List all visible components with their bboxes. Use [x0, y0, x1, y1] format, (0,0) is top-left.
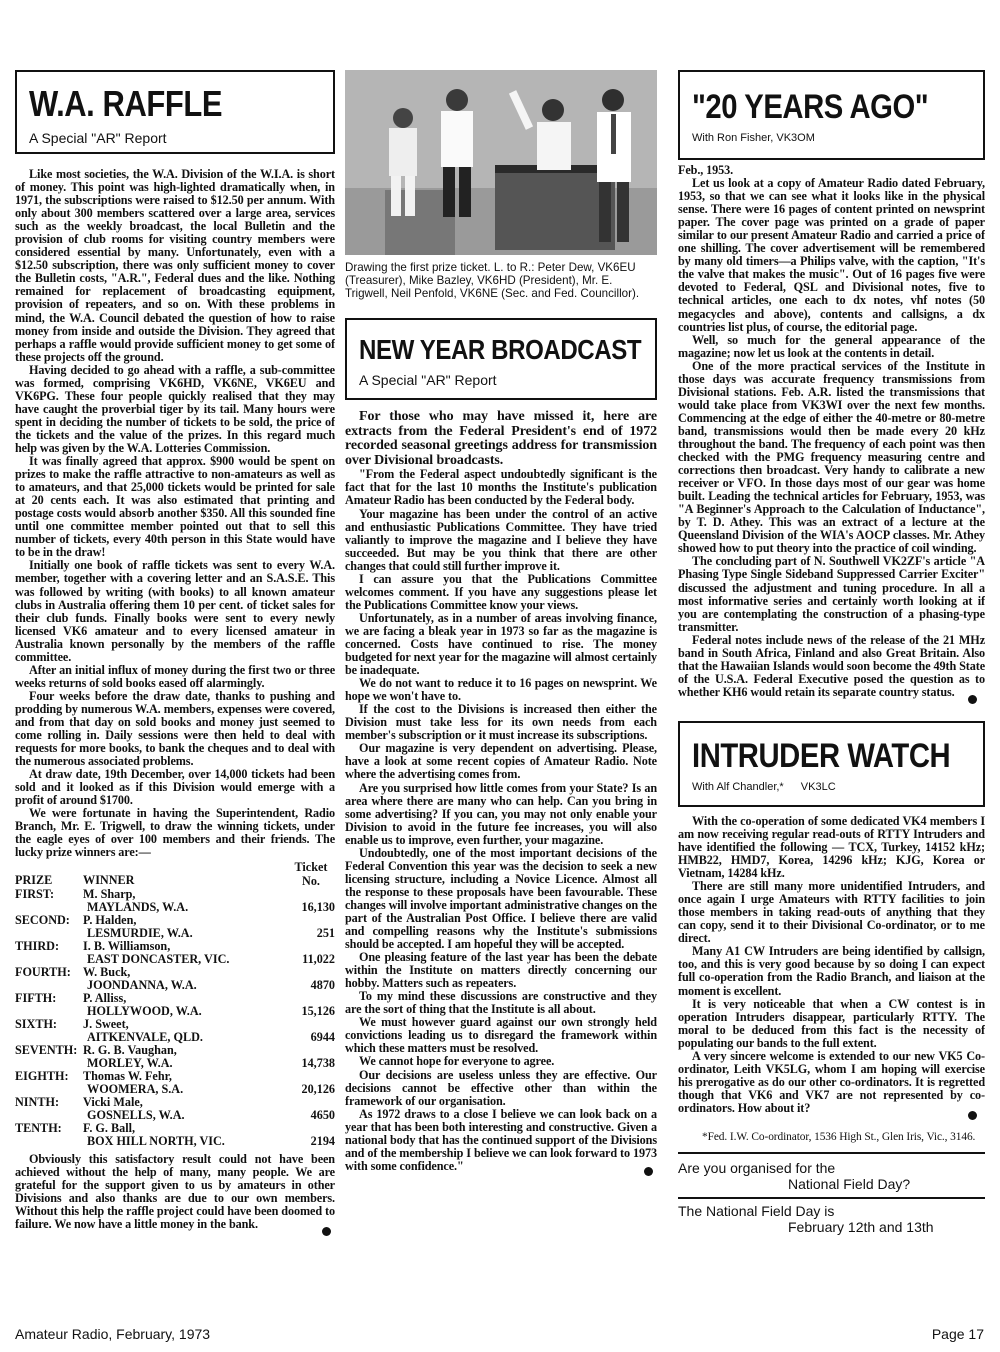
winner-name-text: J. Sweet, [83, 1017, 129, 1032]
field-day-question-2: National Field Day? [788, 1176, 911, 1193]
table-row [15, 940, 335, 966]
twenty-dateline: Feb., 1953. [678, 164, 734, 177]
winner-name-text: P. Halden, [83, 912, 137, 927]
footer-page-number: Page 17 [931, 1326, 984, 1342]
ticket-number: 11,022 [302, 951, 335, 966]
intruder-body [678, 815, 985, 1115]
paragraph: Well, so much for the general appearance of the magazine; now let us look at the contents in detail. [678, 332, 985, 360]
winner-name [83, 888, 287, 914]
paragraph: To my mind these discussions are constructive and they are the sort of thing that the Institute is all about. [345, 989, 657, 1017]
prize-rank: FIFTH: [15, 990, 57, 1005]
prize-rank: FIRST: [15, 886, 55, 901]
prize-rank: TENTH: [15, 1121, 62, 1136]
ticket-number: 6944 [310, 1030, 335, 1045]
paragraph: Your magazine has been under the control of an active and enthusiastic Publications Committee. They have tried valiantly to improve the magazine and I believe they have succeeded. But may be you think that there are other changes that could still further improve it. [345, 506, 657, 573]
right-column [678, 70, 985, 1235]
winner-name-text: F. G. Ball, [83, 1121, 136, 1136]
raffle-subtitle: A Special "AR" Report [29, 130, 167, 146]
table-row [15, 888, 335, 914]
winner-place: AITKENVALE, QLD. [87, 1030, 203, 1045]
prize-rank: SIXTH: [15, 1017, 57, 1032]
table-row [15, 914, 335, 940]
paragraph: We cannot hope for everyone to agree. [359, 1054, 555, 1069]
winner-place: HOLLYWOOD, W.A. [87, 1004, 202, 1018]
paragraph: "From the Federal aspect undoubtedly significant is the fact that for the last 10 months the Institute's publication Amateur Radio has been conducted by the Federal body. [345, 467, 657, 508]
winner-name [83, 914, 287, 940]
winner-name [83, 1122, 287, 1148]
winner-place: GOSNELLS, W.A. [87, 1108, 185, 1123]
raffle-draw-photo [345, 70, 657, 255]
winner-name-text: I. B. Williamson, [83, 938, 171, 953]
winner-name [83, 992, 287, 1018]
paragraph: Many A1 CW Intruders are being identified by callsign, too, and this is very good because by so doing I can expect full co-operation from the Radio Branch, and liaison at the moment is excellent. [678, 944, 985, 998]
intruder-callsign: VK3LC [800, 780, 836, 793]
twenty-body [678, 164, 985, 699]
paragraph: Unfortunately, as in a number of areas involving finance, we are facing a bleak year in 1973 so far as the magazine is concerned. Costs have continued to rise. The money budgeted for next year for the magazine will almost certainly be inadequate. [345, 610, 657, 678]
winner-name-text: M. Sharp, [83, 886, 136, 901]
end-dot [968, 695, 977, 704]
broadcast-subtitle: A Special "AR" Report [359, 372, 497, 388]
field-day-divider [678, 1197, 985, 1199]
field-day-answer-2: February 12th and 13th [788, 1219, 934, 1236]
paragraph: The concluding part of N. Southwell VK2ZF's article "A Phasing Type Single Sideband Suppressed Carrier Exciter" discussed the adjustment and tuning procedure. In all a most informative series and certainly worth looking at if you are contemplating the construction of a phasing-type transmitter. [678, 554, 985, 634]
paragraph: We do not want to reduce it to 16 pages on newsprint. We hope we won't have to. [345, 676, 657, 704]
winner-header: WINNER [83, 873, 135, 888]
ticket-number: 2194 [310, 1134, 335, 1149]
winner-place: BOX HILL NORTH, VIC. [87, 1134, 225, 1149]
prize-rank: FOURTH: [15, 964, 71, 979]
end-dot [644, 1167, 653, 1176]
ticket-number: 4870 [310, 977, 335, 992]
paragraph: A very sincere welcome is extended to our new VK5 Co-ordinator, Leith VK5LG, whom I am hoping will exercise his prerogative as do our other co-ordinators. It is regretted though that VK6 and VK7 are not represented by co-ordinators. How about it? [678, 1048, 985, 1115]
winner-name-text: Vicki Male, [83, 1095, 143, 1110]
winner-name [83, 940, 287, 966]
paragraph: Obviously this satisfactory result could not have been achieved without the help of many, many people. We are grateful for the support given to us by amateurs in other Divisions and also thanks are due to our own members. Without this help the raffle project could have been doomed to failure. We now have a little money in the bank. [15, 1152, 335, 1231]
paragraph: Having decided to go ahead with a raffle, a sub-committee was formed, comprising VK6HD, VK6NE, VK6EU and VK6PG. These four people quickly realised that they may have caught the proverbial tiger by its tail. Many hours were spent in deciding the number of tickets to be sold, the price of the tickets and the value of the prizes. In this regard much help was given by the W.A. Lotteries Commission. [15, 362, 335, 455]
end-dot [968, 1111, 977, 1120]
ticket-header: Ticket No. [294, 860, 328, 888]
winner-place: MAYLANDS, W.A. [87, 899, 189, 914]
paragraph: One of the more practical services of the Institute in those days was accurate frequency transmissions from Divisional stations. Feb. A.R. listed the transmissions that would take place from VK3WI over the next few months. Commencing at the edge of either the 40-metre or 80-metre band, transmissions would then be made every 20 kHz throughout the band. The frequency of each point was then checked with the PMG frequency measuring centre and corrections then broadcast. Very handy to calibrate a new receiver or VFO. In those days most of our gear was home built. Leading the technical articles for February, 1953, was "A Beginner's Approach to the Calculation of Inductance", by T. D. Athey. This was an extract of a lecture at the Queensland Division of the WIA's AOCP classes. Mr. Athey showed how to put theory into the practice of coil winding. [678, 358, 985, 556]
ticket-number: 15,126 [301, 1003, 335, 1018]
ticket-number: 251 [316, 925, 335, 940]
photo-caption: Drawing the first prize ticket. L. to R.: Peter Dew, VK6EU (Treasurer), Mike Bazley, VK6HD (President), Mr. E. Trigwell, Neil Penfold, VK6NE (Sec. and Fed. Councillor). [345, 261, 640, 300]
field-day-answer-1: The National Field Day is [678, 1203, 835, 1220]
winner-name-text: R. G. B. Vaughan, [83, 1043, 177, 1058]
paragraph: Let us look at a copy of Amateur Radio dated February, 1953, so that we can see what it looks like in the physical sense. There were 16 pages of content printed on newsprint paper. The cover page was printed on a grade of paper similar to our present Amateur Radio and carried a price of one shilling. The cover advertisement will be remembered by many old timers—a Philips valve, with the caption, "It's the valve that makes the music". Out of 16 pages five were devoted to Federal, QSL and Divisional notes, five to technical articles, one each to dx notes, vhf notes (50 megacycles and above), contents and callsigns, a dx countries list plus, of course, the editorial page. [678, 176, 985, 334]
paragraph: There are still many more unidentified Intruders, and once again I urge Amateurs with RTTY facilities to join those members in taking read-outs of anything that they can copy, send it to their Divisional Co-ordinator, or to me direct. [678, 879, 985, 946]
winner-place: EAST DONCASTER, VIC. [87, 951, 230, 966]
raffle-header [15, 70, 335, 154]
paragraph: We were fortunate in having the Superintendent, Radio Branch, Mr. E. Trigwell, to draw the winning tickets, under the eagle eyes of over 100 members and their friends. The lucky prize winners are:— [15, 806, 335, 860]
winner-place: JOONDANNA, W.A. [87, 977, 197, 992]
ticket-number: 4650 [310, 1108, 335, 1123]
twenty-title: "20 YEARS AGO" [692, 88, 929, 126]
intruder-title: INTRUDER WATCH [692, 736, 951, 775]
intruder-subtitle [692, 781, 971, 793]
winner-name [83, 966, 287, 992]
paragraph: We must however guard against our own strongly held convictions leading us to disregard the framework within which these matters must be resolved. [345, 1015, 657, 1056]
winner-name [83, 1096, 287, 1122]
broadcast-title: NEW YEAR BROADCAST [359, 334, 642, 365]
field-day-question-1: Are you organised for the [678, 1160, 836, 1177]
prize-rank: SEVENTH: [15, 1043, 78, 1058]
field-day-notice [678, 1152, 985, 1235]
broadcast-header [345, 318, 657, 400]
ticket-number: 20,126 [301, 1082, 335, 1097]
ticket-number: 16,130 [301, 899, 335, 914]
prize-rank: SECOND: [15, 912, 70, 927]
winner-place: WOOMERA, S.A. [87, 1082, 184, 1097]
photo-illustration [345, 70, 657, 255]
paragraph: As 1972 draws to a close I believe we can look back on a year that has been both interesting and constructive. Given a national body that has the continued support of the Divisions and of the membership I believe we can look forward to 1973 with some confidence." [345, 1106, 657, 1173]
broadcast-column [345, 70, 657, 1181]
table-row [15, 992, 335, 1018]
twenty-subtitle: With Ron Fisher, VK3OM [692, 132, 815, 144]
paragraph: Undoubtedly, one of the most important decisions of the Federal Convention this year was the decision to seek a new licensing structure, including a Novice Licence. Almost all the response to these proposals have been favourable. These changes will involve important administrative changes on the part of the Australian Post Office. I believe there are valid and compelling reasons why the Institute's submissions should be accepted. I am hopeful they will be accepted. [345, 845, 657, 952]
intruder-author: With Alf Chandler,* [692, 780, 784, 793]
footer-publication: Amateur Radio, February, 1973 [15, 1326, 211, 1342]
winner-name [83, 1070, 287, 1096]
paragraph: Are you surprised how little comes from your State? Is an area where there are many who can help. Can you bring in some advertising? If you can, you may not only enable your Division to avoid in the future fee increases, you will also enable us to improve, even further, your magazine. [345, 780, 657, 847]
paragraph: At draw date, 19th December, over 14,000 tickets had been sold and it looked as if this Division would emerge with a profit of around $1700. [15, 767, 335, 808]
winner-name-text: Thomas W. Fehr, [83, 1069, 172, 1084]
paragraph: Initially one book of raffle tickets was sent to every W.A. member, together with a covering letter and an S.A.S.E. This was followed by writing (with books) to all known amateur clubs in Australia offering them 10 per cent. of ticket sales for their club funds. Finally books were sent to every newly licensed VK6 amateur and to every licensed amateur in Australia known personally by the members of the raffle committee. [15, 558, 335, 664]
broadcast-body [345, 410, 657, 1173]
table-row [15, 1044, 335, 1070]
paragraph: Federal notes include news of the release of the 21 MHz band in South Africa, Finland and also Great Britain. Also that the Hawaiian Islands would soon become the 49th State of the U.S.A. Federal Executive posed the question as to whether KH6 would retain its separate country status. [678, 632, 985, 699]
raffle-column [15, 70, 335, 1241]
paragraph: Our magazine is very dependent on advertising. Please, have a look at some recent copies of Amateur Radio. Note where the advertising comes from. [345, 741, 657, 782]
prize-rank: EIGHTH: [15, 1069, 69, 1084]
raffle-body [15, 168, 335, 859]
paragraph: One pleasing feature of the last year has been the debate within the Institute on matters directly concerning our hobby. Matters such as repeaters. [345, 950, 657, 991]
paragraph: It was finally agreed that approx. $900 would be spent on prizes to make the raffle attractive to non-amateurs as well as to amateurs, and that 25,000 tickets would be printed for sale at 20 cents each. It was also estimated that printing and postage costs would absorb another $350. All this sounded fine until one committee member pointed out that to sell this number of tickets, every 40th person in this State would have to be in the draw! [15, 454, 335, 560]
winner-name-text: W. Buck, [83, 964, 131, 979]
paragraph: Like most societies, the W.A. Division of the W.I.A. is short of money. This point was high-lighted dramatically when, in 1971, the subscriptions were raised to $12.50 per annum. With only about 300 members scattered over a large area, services such as the weekly broadcast, the local Bulletin and the provision of club rooms for visiting country members were considered essential by many. Unfortunately, even with a $12.50 subscription, there was only sufficient money to cover the Bulletin costs, "A.R.", Federal dues and the like. Nothing remained for replacement of broadcasting equipment, provision of repeaters, and so on. With these problems in mind, the W.A. Council debated the question of how to raise money from inside and outside the Division. They agreed that perhaps a raffle would provide sufficient money to get some of these projects off the ground. [15, 168, 335, 364]
prize-rank: NINTH: [15, 1095, 60, 1110]
broadcast-lead: For those who may have missed it, here are extracts from the Federal President's end of 1972 recorded seasonal greetings address for transmission over Divisional broadcasts. [345, 410, 657, 468]
winner-name-text: P. Alliss, [83, 990, 127, 1005]
winner-place: LESMURDIE, W.A. [87, 925, 193, 940]
prize-rank: THIRD: [15, 938, 60, 953]
intruder-footnote: *Fed. I.W. Co-ordinator, 1536 High St., Glen Iris, Vic., 3146. [702, 1131, 976, 1143]
raffle-title: W.A. RAFFLE [29, 83, 223, 124]
twenty-header [678, 70, 985, 160]
table-row [15, 1096, 335, 1122]
winner-place: MORLEY, W.A. [87, 1056, 173, 1071]
raffle-closing [15, 1153, 335, 1231]
intruder-header [678, 721, 985, 807]
paragraph: Our decisions are useless unless they are effective. Our decisions cannot be effective other than within the framework of our organisation. [345, 1067, 657, 1108]
table-row [15, 1070, 335, 1096]
paragraph: After an initial influx of money during the first two or three weeks returns of sold books eased off alarmingly. [15, 662, 335, 690]
paragraph: If the cost to the Divisions is increased then either the Division must take less for its own needs from each member's subscription or it must increase its subscriptions. [345, 702, 657, 743]
winner-name [83, 1044, 287, 1070]
end-dot [322, 1227, 331, 1236]
ticket-number: 14,738 [301, 1056, 335, 1071]
table-row [15, 1122, 335, 1148]
table-header [15, 861, 335, 887]
winner-name [83, 1018, 287, 1044]
paragraph: I can assure you that the Publications Committee welcomes comment. If you have any suggestions please let the Publications Committee know your views. [345, 571, 657, 612]
prize-header: PRIZE [15, 873, 53, 888]
paragraph: With the co-operation of some dedicated VK4 members I am now receiving regular read-outs of RTTY Intruders and have identified the following — TCX, Turkey, 14152 kHz; HMB22, HMD7, Korea, 14296 kHz; KJG, Korea or Vietnam, 14284 kHz. [678, 814, 985, 881]
table-row [15, 966, 335, 992]
prize-table [15, 861, 335, 1148]
paragraph: Four weeks before the draw date, thanks to pushing and prodding by numerous W.A. members, expenses were covered, and from that day on sold books and money just seemed to come rolling in. Daily sessions were then held to deal with requests for more books, to bank the cheques and to deal with the numerous associated problems. [15, 688, 335, 769]
paragraph: It is very noticeable that when a CW contest is in operation Intruders disappear, particularly RTTY. The moral to be deduced from this fact is the necessity of populating our bands to the full extent. [678, 996, 985, 1050]
table-row [15, 1018, 335, 1044]
